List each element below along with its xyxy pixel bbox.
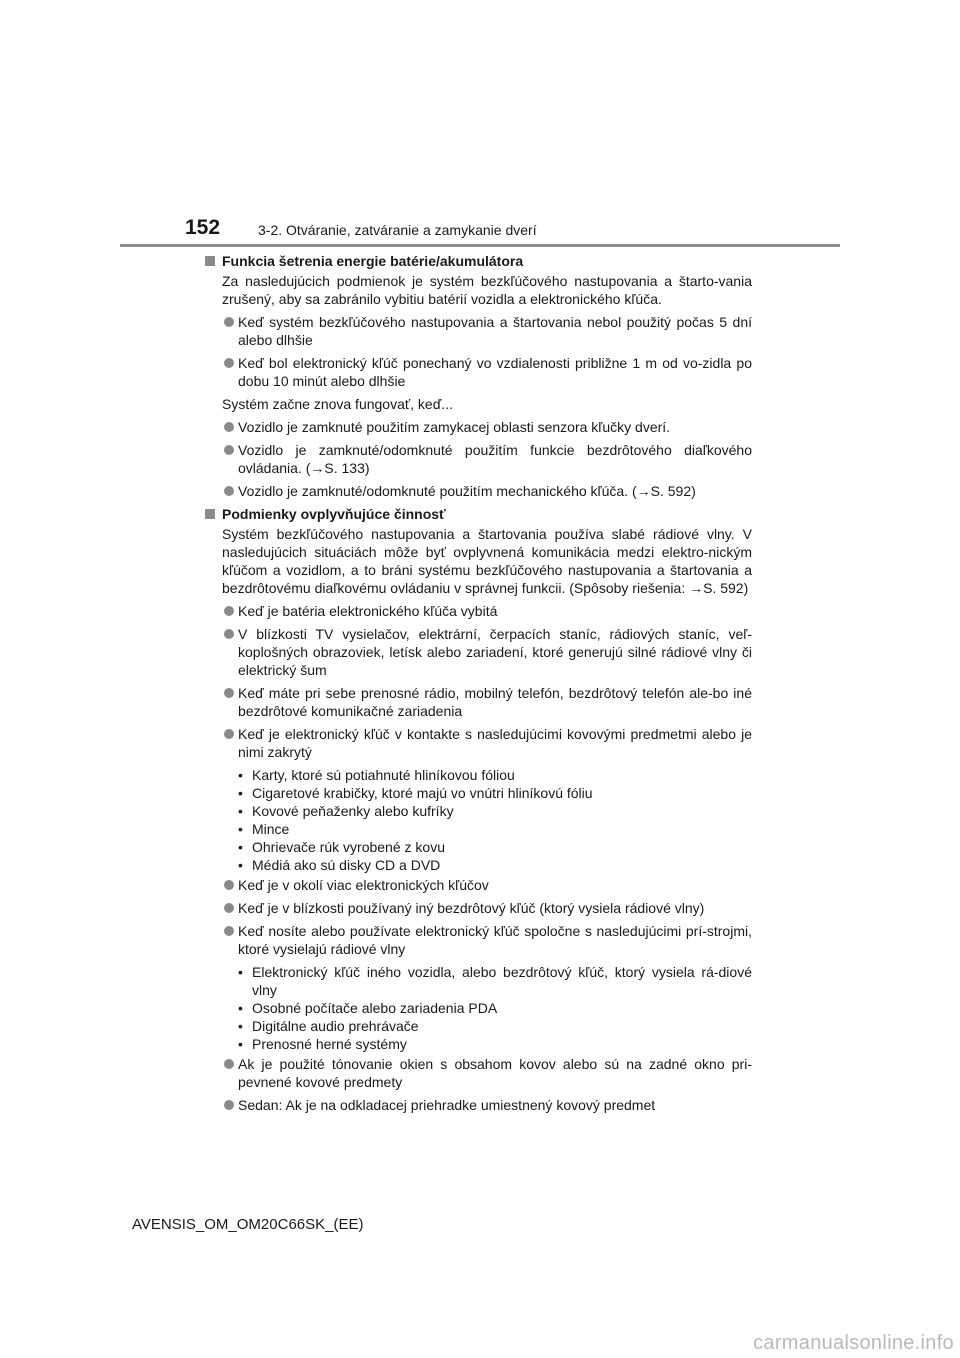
list-item: [222, 922, 752, 958]
round-bullet-icon: [224, 688, 234, 698]
list-item: [222, 725, 752, 761]
section-heading-text: Funkcia šetrenia energie batérie/akumulátora: [222, 253, 524, 269]
section-intro: Systém bezkľúčového nastupovania a štartovania používa slabé rádiové vlny. V nasledujúcich situáciách môže byť ovplyvnená komunikácia medzi elektro-nickým kľúčom a vozidlom, a to bráni systému bezkľúčového nastupovania a štartovania a bezdrôtovému diaľkovému ovládaniu v správnej funkcii. (Spôsoby riešenia: →S. 592): [222, 526, 752, 596]
section-intro: Za nasledujúcich podmienok je systém bezkľúčového nastupovania a štarto-vania zrušený, aby sa zabránilo vybitiu batérií vozidla a elektronického kľúča.: [222, 273, 752, 307]
round-bullet-icon: [224, 606, 234, 616]
section-heading-text: Podmienky ovplyvňujúce činnosť: [222, 506, 446, 522]
sub-list-item: • Karty, ktoré sú potiahnuté hliníkovou fóliou: [238, 766, 752, 784]
sub-list-item: • Elektronický kľúč iného vozidla, alebo bezdrôtový kľúč, ktorý vysiela rá-diové vlny: [238, 963, 752, 999]
list-item-text: Sedan: Ak je na odkladacej priehradke umiestnený kovový predmet: [238, 1097, 656, 1113]
list-item-text: Vozidlo je zamknuté/odomknuté použitím mechanického kľúča. (→S. 592): [238, 483, 696, 499]
list-item: [222, 602, 752, 620]
page-number: 152: [185, 216, 221, 239]
list-item: [222, 684, 752, 720]
list-item-text: Vozidlo je zamknuté/odomknuté použitím funkcie bezdrôtového diaľkového ovládania. (→S. 133): [238, 442, 752, 476]
list-item-text: Keď máte pri sebe prenosné rádio, mobilný telefón, bezdrôtový telefón ale-bo iné bezdrôtové komunikačné zariadenia: [238, 685, 752, 719]
list-item: [222, 1055, 752, 1091]
round-bullet-icon: [224, 903, 234, 913]
list-item: [222, 899, 752, 917]
list-item: [222, 482, 752, 500]
round-bullet-icon: [224, 317, 234, 327]
header-rule: [120, 244, 840, 247]
list-item-text: Keď nosíte alebo používate elektronický kľúč spoločne s nasledujúcimi prí-strojmi, ktoré vysielajú rádiové vlny: [238, 923, 752, 957]
section-heading-battery-saving: [205, 252, 752, 270]
list-item: [222, 625, 752, 679]
round-bullet-icon: [224, 880, 234, 890]
list-item-text: Keď je v okolí viac elektronických kľúčov: [238, 877, 489, 893]
round-bullet-icon: [224, 1059, 234, 1069]
list-item-text: Vozidlo je zamknuté použitím zamykacej oblasti senzora kľučky dverí.: [238, 419, 671, 435]
list-item: [222, 1096, 752, 1114]
resume-text: Systém začne znova fungovať, keď...: [222, 396, 453, 412]
list-item: [222, 418, 752, 436]
sub-list-item: • Digitálne audio prehrávače: [238, 1017, 752, 1035]
list-item-text: Keď systém bezkľúčového nastupovania a štartovania nebol použitý počas 5 dní alebo dlhšie: [238, 314, 752, 348]
sub-list-item: • Osobné počítače alebo zariadenia PDA: [238, 999, 752, 1017]
round-bullet-icon: [224, 1100, 234, 1110]
round-bullet-icon: [224, 358, 234, 368]
list-item-text: V blízkosti TV vysielačov, elektrární, čerpacích staníc, rádiových staníc, veľ-koplošných obrazoviek, letísk alebo zariadení, ktoré generujú silné rádiové vlny či elektrický šum: [238, 626, 752, 678]
list-item-text: Ak je použité tónovanie okien s obsahom kovov alebo sú na zadné okno pri-pevnené kovové predmety: [238, 1056, 752, 1090]
round-bullet-icon: [224, 729, 234, 739]
list-item-text: Keď bol elektronický kľúč ponechaný vo vzdialenosti približne 1 m od vo-zidla po dobu 10 minút alebo dlhšie: [238, 355, 752, 389]
round-bullet-icon: [224, 445, 234, 455]
list-item-text: Keď je batéria elektronického kľúča vybitá: [238, 603, 498, 619]
round-bullet-icon: [224, 486, 234, 496]
section-heading-conditions: [205, 505, 752, 523]
page-content: [222, 252, 752, 1119]
chapter-title: 3-2. Otváranie, zatváranie a zamykanie dverí: [258, 222, 537, 238]
sub-list-item: • Kovové peňaženky alebo kufríky: [238, 802, 752, 820]
sub-list-item: • Prenosné herné systémy: [238, 1035, 752, 1053]
list-item-text: Keď je v blízkosti používaný iný bezdrôtový kľúč (ktorý vysiela rádiové vlny): [238, 900, 705, 916]
sub-list-item: • Ohrievače rúk vyrobené z kovu: [238, 838, 752, 856]
footer-document-code: AVENSIS_OM_OM20C66SK_(EE): [132, 1216, 364, 1233]
square-bullet-icon: [205, 256, 215, 266]
round-bullet-icon: [224, 926, 234, 936]
list-item: [222, 441, 752, 477]
list-item: [222, 313, 752, 349]
square-bullet-icon: [205, 509, 215, 519]
round-bullet-icon: [224, 629, 234, 639]
list-item: [222, 876, 752, 894]
sub-list-item: • Médiá ako sú disky CD a DVD: [238, 856, 752, 874]
sub-list-item: • Cigaretové krabičky, ktoré majú vo vnútri hliníkovú fóliu: [238, 784, 752, 802]
radio-devices-list: [238, 963, 752, 1053]
list-item-text: Keď je elektronický kľúč v kontakte s nasledujúcimi kovovými predmetmi alebo je nimi zakrytý: [238, 726, 752, 760]
metal-objects-list: [238, 766, 752, 874]
round-bullet-icon: [224, 422, 234, 432]
watermark: carmanualsonline.info: [753, 1332, 954, 1354]
sub-list-item: • Mince: [238, 820, 752, 838]
list-item: [222, 354, 752, 390]
